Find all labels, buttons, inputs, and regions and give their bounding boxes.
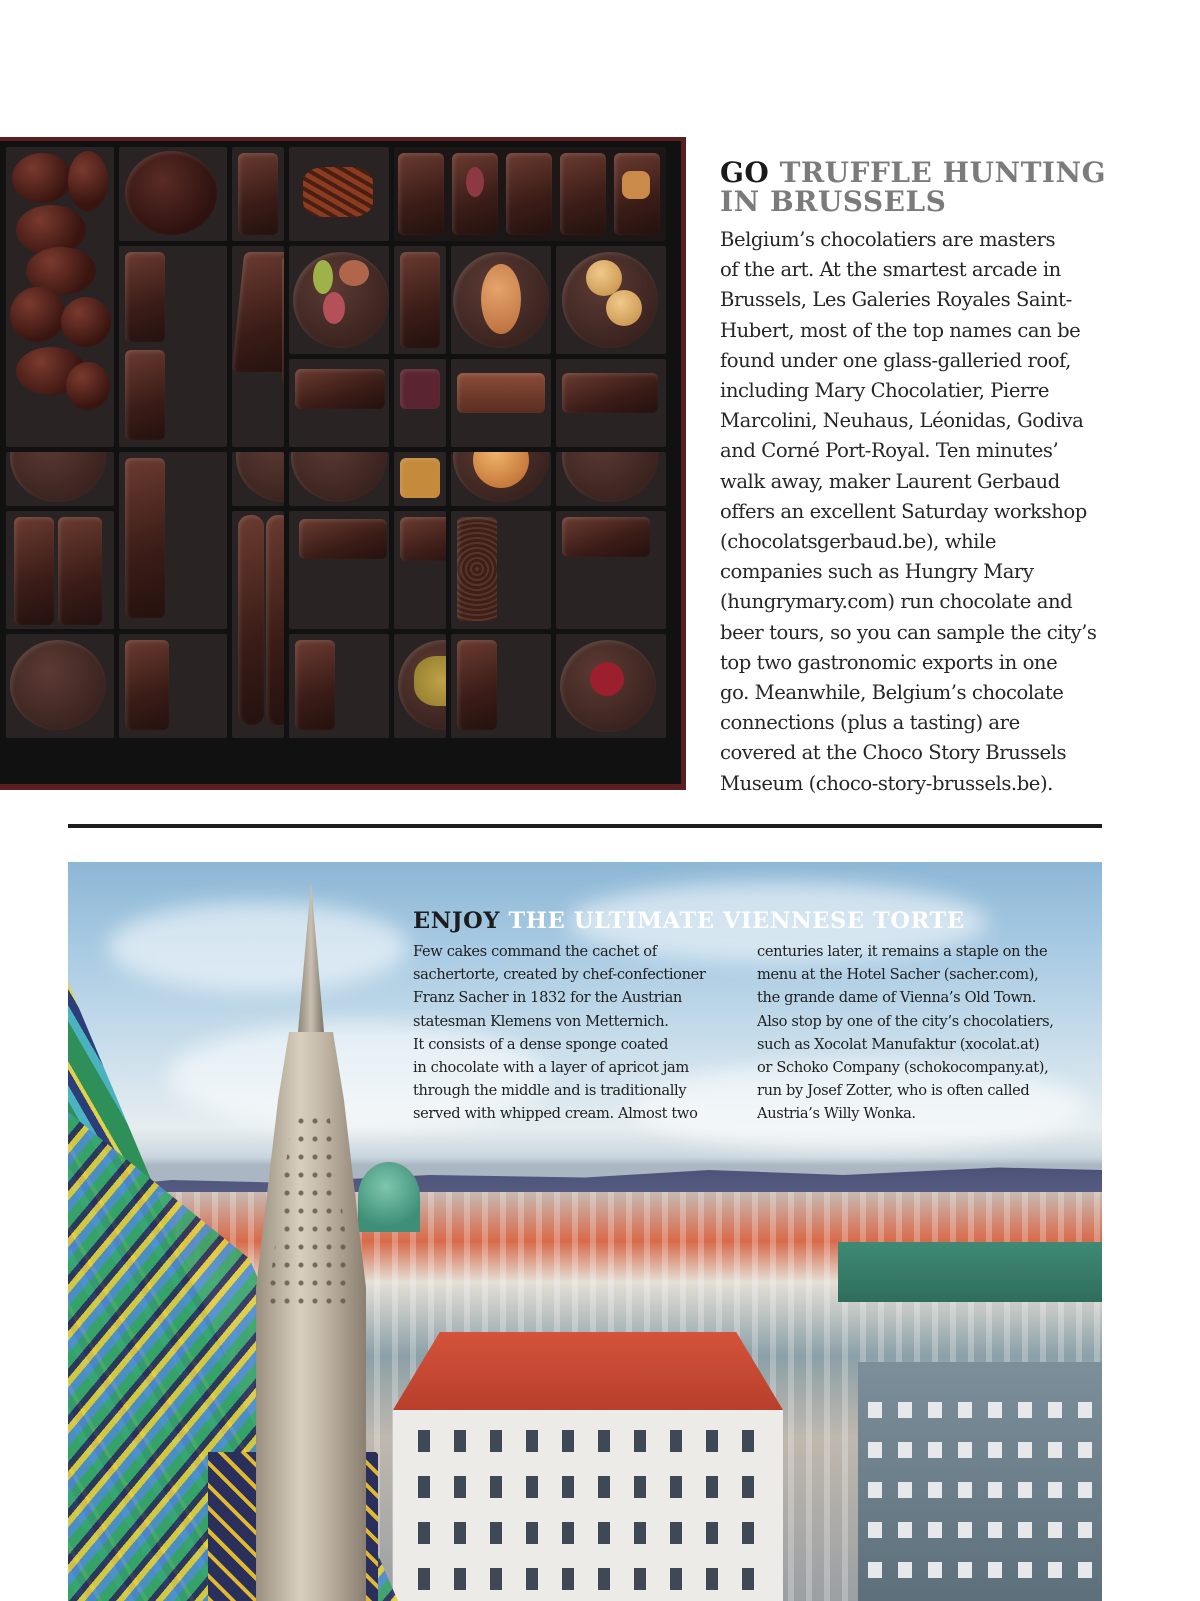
- chocolate-compartment: [232, 147, 284, 241]
- body-line: Few cakes command the cachet of: [413, 943, 657, 960]
- chocolate-compartment: [394, 246, 446, 354]
- heading-lead: GO: [720, 156, 770, 189]
- body-line: statesman Klemens von Metternich.: [413, 1012, 669, 1030]
- chocolate-compartment: [451, 511, 551, 629]
- body-line: Austria’s Willy Wonka.: [757, 1105, 916, 1123]
- body-line: run by Josef Zotter, who is often called: [757, 1082, 1030, 1100]
- body-line: Brussels, Les Galeries Royales Saint-: [720, 288, 1072, 312]
- vienna-body-right-column: [757, 940, 1054, 1126]
- chocolate-compartment: [289, 147, 389, 241]
- chocolate-compartment: [119, 452, 227, 629]
- body-line: beer tours, so you can sample the city’s: [720, 620, 1097, 644]
- body-line: in chocolate with a layer of apricot jam: [413, 1059, 689, 1077]
- chocolate-box-photo: [0, 137, 686, 790]
- chocolate-compartment: [232, 511, 284, 738]
- chocolate-compartment: [232, 246, 284, 447]
- body-line: menu at the Hotel Sacher (sacher.com),: [757, 966, 1039, 984]
- red-roof-building: [393, 1332, 783, 1410]
- heading-lead: ENJOY: [413, 908, 501, 934]
- body-line: such as Xocolat Manufaktur (xocolat.at): [757, 1035, 1040, 1053]
- section-divider: [68, 824, 1102, 828]
- chocolate-compartment: [6, 452, 114, 506]
- body-line: of the art. At the smartest arcade in: [720, 258, 1061, 282]
- body-line: Museum (choco-story-brussels.be).: [720, 771, 1053, 795]
- vienna-heading: [413, 908, 965, 934]
- chocolate-compartment: [289, 511, 389, 629]
- body-line: including Mary Chocolatier, Pierre: [720, 379, 1049, 403]
- body-line: Marcolini, Neuhaus, Léonidas, Godiva: [720, 409, 1084, 433]
- chocolate-compartment: [556, 452, 666, 506]
- chocolate-compartment: [119, 634, 227, 738]
- chocolate-compartment: [6, 634, 114, 738]
- brussels-article: [720, 158, 1110, 799]
- body-line: Franz Sacher in 1832 for the Austrian: [413, 989, 682, 1007]
- body-line: connections (plus a tasting) are: [720, 711, 1020, 735]
- body-line: or Schoko Company (schokocompany.at),: [757, 1059, 1049, 1077]
- chocolate-compartment: [289, 452, 389, 506]
- body-line: go. Meanwhile, Belgium’s chocolate: [720, 681, 1064, 705]
- body-line: sachertorte, created by chef-confectioner: [413, 966, 706, 984]
- chocolate-compartment: [289, 246, 389, 354]
- body-line: Hubert, most of the top names can be: [720, 318, 1081, 342]
- chocolate-compartment: [289, 634, 389, 738]
- body-line: companies such as Hungry Mary: [720, 560, 1034, 584]
- body-line: (chocolatsgerbaud.be), while: [720, 530, 996, 554]
- chocolate-compartment: [394, 511, 446, 629]
- heading-rest: IN BRUSSELS: [720, 185, 947, 218]
- body-line: It consists of a dense sponge coated: [413, 1035, 669, 1053]
- building-windows: [868, 1402, 1092, 1601]
- chocolate-compartment: [451, 452, 551, 506]
- chocolate-compartment: [394, 634, 446, 738]
- heading-rest: TRUFFLE HUNTING: [779, 156, 1107, 189]
- brussels-heading: [720, 158, 1110, 216]
- cathedral-spire: [246, 882, 376, 1601]
- heading-rest: THE ULTIMATE VIENNESE TORTE: [508, 908, 965, 934]
- chocolate-compartment: [6, 147, 114, 447]
- body-line: offers an excellent Saturday workshop: [720, 499, 1087, 523]
- chocolate-compartment: [556, 246, 666, 354]
- green-roof-building: [838, 1242, 1102, 1302]
- brussels-body: [720, 225, 1105, 799]
- body-line: top two gastronomic exports in one: [720, 650, 1058, 674]
- vienna-body-left-column: [413, 940, 706, 1126]
- chocolate-compartment: [556, 634, 666, 738]
- chocolate-compartment: [394, 359, 446, 447]
- body-line: found under one glass-galleried roof,: [720, 348, 1071, 372]
- chocolate-compartment: [556, 511, 666, 629]
- body-line: centuries later, it remains a staple on the: [757, 943, 1048, 960]
- building-windows: [418, 1430, 758, 1601]
- chocolate-compartment: [394, 452, 446, 506]
- body-line: Belgium’s chocolatiers are masters: [720, 228, 1056, 251]
- body-line: walk away, maker Laurent Gerbaud: [720, 469, 1060, 493]
- body-line: the grande dame of Vienna’s Old Town.: [757, 989, 1036, 1007]
- chocolate-compartment: [451, 634, 551, 738]
- body-line: through the middle and is traditionally: [413, 1082, 687, 1100]
- body-line: Also stop by one of the city’s chocolatiers,: [757, 1012, 1054, 1030]
- chocolate-compartment: [119, 246, 227, 447]
- chocolate-compartment: [451, 359, 551, 447]
- chocolate-compartment: [451, 246, 551, 354]
- body-line: (hungrymary.com) run chocolate and: [720, 590, 1073, 614]
- chocolate-compartment: [394, 147, 666, 241]
- chocolate-compartment: [289, 359, 389, 447]
- body-line: covered at the Choco Story Brussels: [720, 741, 1067, 765]
- chocolate-compartment: [232, 452, 284, 506]
- chocolate-box-grid: [0, 141, 681, 784]
- chocolate-compartment: [119, 147, 227, 241]
- chocolate-compartment: [6, 511, 114, 629]
- body-line: served with whipped cream. Almost two: [413, 1105, 698, 1123]
- body-line: and Corné Port-Royal. Ten minutes’: [720, 439, 1059, 463]
- chocolate-compartment: [556, 359, 666, 447]
